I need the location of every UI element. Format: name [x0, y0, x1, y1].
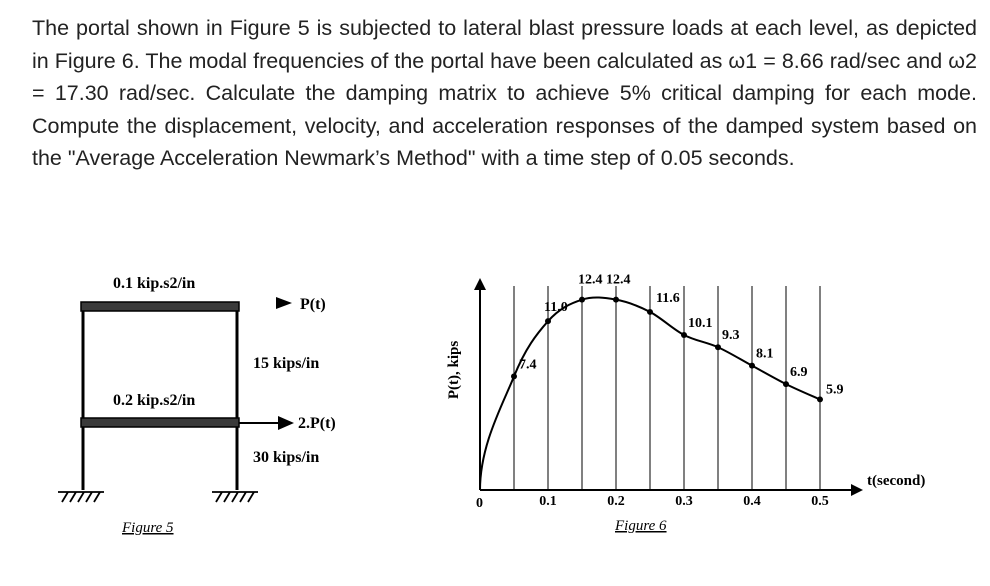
- mass-bottom-label: 0.2 kip.s2/in: [113, 392, 196, 409]
- data-point-label: 5.9: [826, 382, 844, 398]
- data-point: [749, 363, 755, 369]
- origin-label: 0: [476, 496, 483, 511]
- figure-5-caption: Figure 5: [122, 520, 174, 536]
- data-point: [681, 332, 687, 338]
- data-point-label: 11.6: [656, 290, 680, 306]
- figure-6-caption: Figure 6: [615, 518, 667, 534]
- x-tick-label: 0.2: [607, 494, 625, 509]
- x-tick-labels: [539, 494, 829, 509]
- data-point: [613, 297, 619, 303]
- data-point: [817, 396, 823, 402]
- data-point-label: 10.1: [688, 315, 713, 331]
- data-point: [783, 381, 789, 387]
- data-point-label: 8.1: [756, 346, 774, 362]
- data-point: [511, 373, 517, 379]
- load-bottom-label: 2.P(t): [298, 415, 336, 432]
- data-point-label: 7.4: [519, 357, 537, 373]
- data-points: [511, 273, 844, 403]
- data-point-label: 12.4: [606, 272, 631, 288]
- x-axis-label: t(second): [867, 473, 926, 489]
- data-point-label: 9.3: [722, 328, 740, 344]
- x-axis-arrow-icon: [851, 484, 863, 496]
- problem-statement: The portal shown in Figure 5 is subjected to lateral blast pressure loads at each level, as depicted in Figure 6. The modal frequencies of the portal have been calculated as ω1 = 8.66 rad/sec and ω2 = 17.30 rad/sec. Calculate the damping matrix to achieve 5% critical damping for each mode. Compute the displacement, velocity, and acceleration responses of the damped system based on the "Average Acceleration Newmark’s Method" with a time step of 0.05 seconds.: [32, 16, 977, 171]
- data-point-label: 11.0: [544, 300, 568, 316]
- x-tick-label: 0.4: [743, 494, 761, 509]
- data-point: [545, 318, 551, 324]
- x-tick-label: 0.3: [675, 494, 693, 509]
- x-tick-label: 0.5: [811, 494, 829, 509]
- data-point: [579, 297, 585, 303]
- data-point: [647, 309, 653, 315]
- mass-top-label: 0.1 kip.s2/in: [113, 275, 196, 292]
- data-point: [715, 344, 721, 350]
- x-tick-label: 0.1: [539, 494, 557, 509]
- data-point-label: 6.9: [790, 365, 808, 381]
- stiffness-bottom-label: 30 kips/in: [253, 449, 320, 466]
- chart-grid: [514, 286, 820, 490]
- y-axis-arrow-icon: [474, 278, 486, 290]
- data-point-label: 12.4: [578, 272, 603, 288]
- y-axis-label: P(t), kips: [446, 340, 462, 400]
- load-top-label: P(t): [300, 296, 326, 313]
- stiffness-top-label: 15 kips/in: [253, 355, 320, 372]
